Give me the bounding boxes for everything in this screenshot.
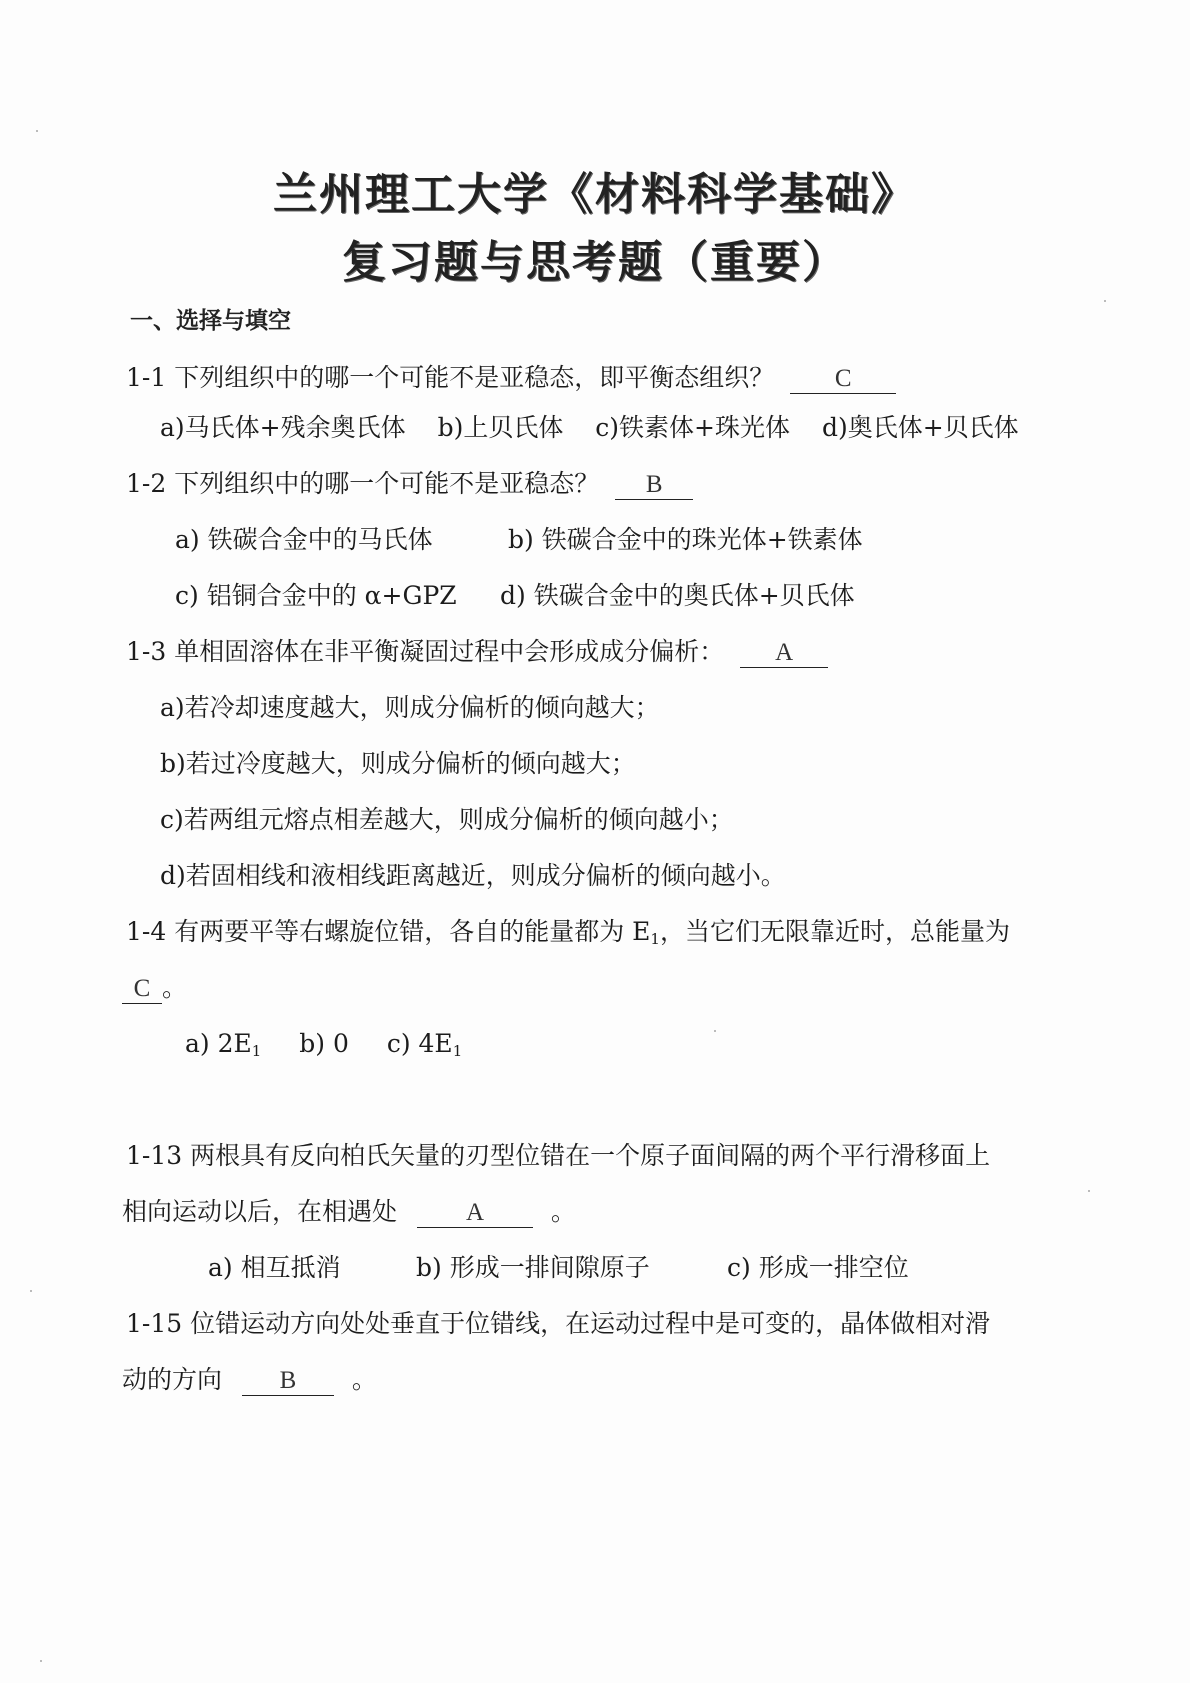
option-b: b) 0 <box>299 1029 349 1058</box>
option-c: c) $4E_1$ <box>386 1029 463 1060</box>
scan-speck <box>40 1660 42 1662</box>
question-1-1-options <box>160 412 1019 444</box>
question-1-4-answer <box>122 972 187 1004</box>
option-d: d)奥氏体+贝氏体 <box>821 413 1019 442</box>
question-1-15-cont <box>122 1364 377 1396</box>
option-a: a) $2E_1$ <box>185 1029 262 1060</box>
question-text: 1-1 下列组织中的哪一个可能不是亚稳态，即平衡态组织？ <box>126 363 775 392</box>
period: 。 <box>162 973 188 1002</box>
option-b: b)上贝氏体 <box>437 413 564 442</box>
question-1-4 <box>126 916 1010 948</box>
question-text: 1-3 单相固溶体在非平衡凝固过程中会形成成分偏析： <box>126 637 725 666</box>
period: 。 <box>550 1197 576 1226</box>
question-1-13: 1-13 两根具有反向柏氏矢量的刃型位错在一个原子面间隔的两个平行滑移面上 <box>126 1141 991 1170</box>
option-c: c)铁素体+珠光体 <box>595 413 790 442</box>
question-text: 1-2 下列组织中的哪一个可能不是亚稳态？ <box>126 469 600 498</box>
question-1-15: 1-15 位错运动方向处处垂直于位错线，在运动过程中是可变的，晶体做相对滑 <box>126 1309 991 1338</box>
period: 。 <box>351 1365 377 1394</box>
option-d: d) 铁碳合金中的奥氏体+贝氏体 <box>500 581 855 610</box>
option-b: b) 铁碳合金中的珠光体+铁素体 <box>508 525 863 554</box>
answer-blank: C <box>122 975 162 1004</box>
scan-speck <box>36 130 38 132</box>
question-1-4-options <box>185 1028 462 1060</box>
question-text-cont: ，当它们无限靠近时，总能量为 <box>659 917 1010 946</box>
question-text: 相向运动以后，在相遇处 <box>122 1197 398 1226</box>
question-1-13-cont <box>122 1196 576 1228</box>
option-a: a) 相互抵消 <box>208 1253 341 1282</box>
answer-blank: A <box>740 639 828 668</box>
question-1-2 <box>126 468 693 500</box>
option-d: d)若固相线和液相线距离越近，则成分偏析的倾向越小。 <box>160 861 786 890</box>
question-text: 1-4 有两要平等右螺旋位错，各自的能量都为 E <box>126 917 651 946</box>
option-c: c)若两组元熔点相差越大，则成分偏析的倾向越小； <box>160 805 734 834</box>
option-a: a)马氏体+残余奥氏体 <box>160 413 406 442</box>
question-text: 动的方向 <box>122 1365 223 1394</box>
option-a: a) 铁碳合金中的马氏体 <box>175 525 433 554</box>
scan-speck <box>1088 1190 1090 1192</box>
option-c: c) 铝铜合金中的 α+GPZ <box>175 581 457 610</box>
title-line-2: 复习题与思考题（重要） <box>342 237 848 288</box>
option-a: a)若冷却速度越大，则成分偏析的倾向越大； <box>160 693 660 722</box>
option-b: b) 形成一排间隙原子 <box>416 1253 650 1282</box>
section-heading: 一、选择与填空 <box>130 308 291 334</box>
answer-blank: B <box>615 471 693 500</box>
option-b: b)若过冷度越大，则成分偏析的倾向越大； <box>160 749 636 778</box>
scan-speck <box>714 1030 716 1032</box>
scan-speck <box>1104 300 1106 302</box>
option-c: c) 形成一排空位 <box>727 1253 909 1282</box>
subscript: 1 <box>650 930 660 948</box>
scan-speck <box>30 1290 32 1292</box>
question-1-1 <box>126 362 896 394</box>
answer-blank: A <box>417 1199 533 1228</box>
answer-blank: B <box>242 1367 334 1396</box>
title-line-1: 兰州理工大学《材料科学基础》 <box>273 169 917 220</box>
question-1-3 <box>126 636 828 668</box>
answer-blank: C <box>790 365 896 394</box>
